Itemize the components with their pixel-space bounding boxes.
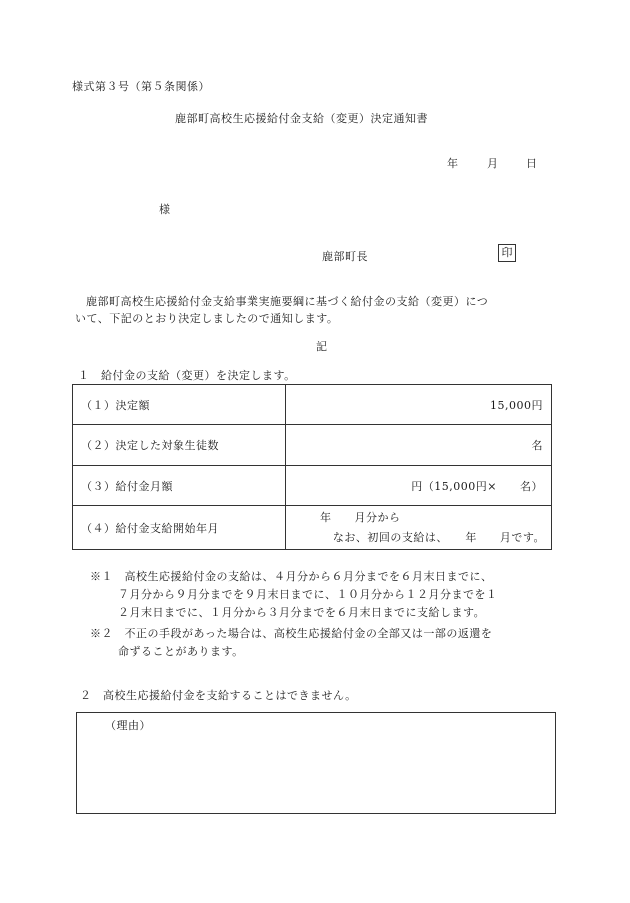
section2-heading: ２ 高校生応援給付金を支給することはできません。 bbox=[80, 689, 357, 702]
start-month-line: 年 月分から bbox=[320, 510, 401, 524]
form-label: 様式第３号（第５条関係） bbox=[72, 80, 210, 93]
row-value bbox=[286, 506, 552, 550]
body-text-line-1: 鹿部町高校生応援給付金支給事業実施要綱に基づく給付金の支給（変更）につ bbox=[86, 295, 489, 308]
ki-heading: 記 bbox=[316, 340, 328, 353]
first-payment-line: なお、初回の支給は、 年 月です。 bbox=[332, 530, 545, 544]
note-1 bbox=[90, 568, 498, 622]
reason-box bbox=[76, 712, 556, 814]
body-text-line-2: いて、下記のとおり決定しましたので通知します。 bbox=[75, 312, 339, 325]
row-label: （４）給付金支給開始年月 bbox=[73, 506, 286, 550]
row-label: （２）決定した対象生徒数 bbox=[73, 425, 286, 466]
note-1-line-2: ７月分から９月分までを９月末日までに、１０月分から１２月分までを１ bbox=[118, 588, 498, 601]
note-2-line-1: ※２ 不正の手段があった場合は、高校生応援給付金の全部又は一部の返還を bbox=[90, 627, 493, 640]
table-row bbox=[73, 506, 552, 550]
row-value: 円（15,000円× 名） bbox=[286, 466, 552, 506]
reason-label: （理由） bbox=[105, 719, 151, 732]
date-year: 年 bbox=[447, 157, 459, 170]
document-title: 鹿部町高校生応援給付金支給（変更）決定通知書 bbox=[175, 112, 428, 125]
note-1-line-1: ※１ 高校生応援給付金の支給は、４月分から６月分までを６月末日までに、 bbox=[90, 570, 493, 583]
table-row bbox=[73, 425, 552, 466]
row-value: 15,000円 bbox=[286, 385, 552, 425]
table-row bbox=[73, 466, 552, 506]
date-day: 日 bbox=[526, 157, 538, 170]
note-1-line-3: ２月末日までに、１月分から３月分までを６月末日までに支給します。 bbox=[118, 606, 486, 619]
table-row bbox=[73, 385, 552, 425]
issuer-name: 鹿部町長 bbox=[322, 250, 368, 263]
addressee-suffix: 様 bbox=[159, 203, 171, 216]
date-month: 月 bbox=[487, 157, 499, 170]
note-2 bbox=[90, 625, 492, 661]
note-2-line-2: 命ずることがあります。 bbox=[118, 645, 244, 658]
decision-table bbox=[72, 384, 552, 550]
row-value: 名 bbox=[286, 425, 552, 466]
row-label: （１）決定額 bbox=[73, 385, 286, 425]
row-label: （３）給付金月額 bbox=[73, 466, 286, 506]
seal-stamp: 印 bbox=[498, 244, 516, 262]
section1-heading: １ 給付金の支給（変更）を決定します。 bbox=[78, 369, 296, 382]
